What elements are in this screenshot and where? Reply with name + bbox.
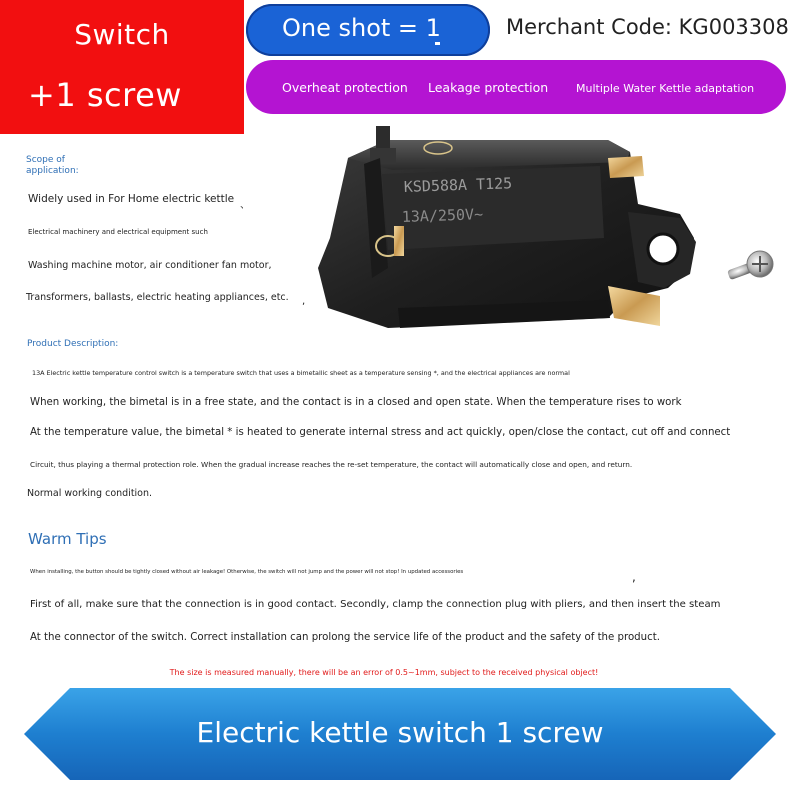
feature-overheat: Overheat protection: [282, 80, 408, 95]
warm-tips-line-3: At the connector of the switch. Correct installation can prolong the service life of the product and the safety of the product.: [30, 632, 660, 643]
scope-heading-line1: Scope of: [26, 155, 65, 165]
scope-item-3: Washing machine motor, air conditioner fan motor,: [28, 260, 272, 271]
feature-adaptation: Multiple Water Kettle adaptation: [576, 82, 755, 95]
scope-mark-2: ,: [302, 296, 306, 307]
description-line-5: Normal working condition.: [27, 488, 153, 499]
banner-line2: +1 screw: [28, 76, 182, 114]
product-image: [308, 118, 798, 348]
banner-line1: Switch: [74, 18, 170, 51]
feature-leakage: Leakage protection: [428, 80, 549, 95]
switch-body: [318, 126, 696, 328]
scope-item-1: Widely used in For Home electric kettle: [28, 193, 235, 205]
description-line-1: 13A Electric kettle temperature control switch is a temperature switch that uses a bimetallic sheet as a temperature sensing *, and the electrical appliances are normal: [32, 369, 570, 377]
screw: [727, 251, 773, 280]
pill-mark: [435, 42, 440, 45]
size-note: The size is measured manually, there will be an error of 0.5~1mm, subject to the received physical object!: [169, 668, 599, 677]
scope-mark-1: 、: [240, 200, 250, 211]
quantity-pill-text: One shot = 1: [282, 14, 441, 42]
description-line-4: Circuit, thus playing a thermal protection role. When the gradual increase reaches the re-set temperature, the contact will automatically close and open, and return.: [30, 460, 633, 469]
switch-rating-label: 13A/250V~: [401, 205, 484, 226]
warm-tips-line-1: When installing, the button should be tightly closed without air leakage! Otherwise, the switch will not jump and the power will not stop! In updated accessories: [30, 569, 464, 575]
switch-model-label: KSD588A T125: [403, 174, 513, 196]
scope-item-2: Electrical machinery and electrical equipment such: [28, 228, 208, 236]
description-line-2: When working, the bimetal is in a free state, and the contact is in a closed and open state. When the temperature rises to work: [30, 397, 682, 408]
description-heading: Product Description:: [27, 339, 119, 349]
warm-tips-mark: ,: [632, 570, 636, 584]
description-line-3: At the temperature value, the bimetal * is heated to generate internal stress and act quickly, open/close the contact, cut off and connect: [30, 427, 731, 438]
warm-tips-line-2: First of all, make sure that the connection is in good contact. Secondly, clamp the connection plug with pliers, and then insert the steam: [30, 599, 721, 610]
merchant-code: Merchant Code: KG003308: [506, 15, 789, 39]
scope-heading-line2: application:: [26, 166, 79, 176]
warm-tips-heading: Warm Tips: [28, 530, 107, 548]
scope-item-4: Transformers, ballasts, electric heating appliances, etc.: [26, 292, 289, 303]
bottom-banner-text: Electric kettle switch 1 screw: [196, 716, 604, 749]
